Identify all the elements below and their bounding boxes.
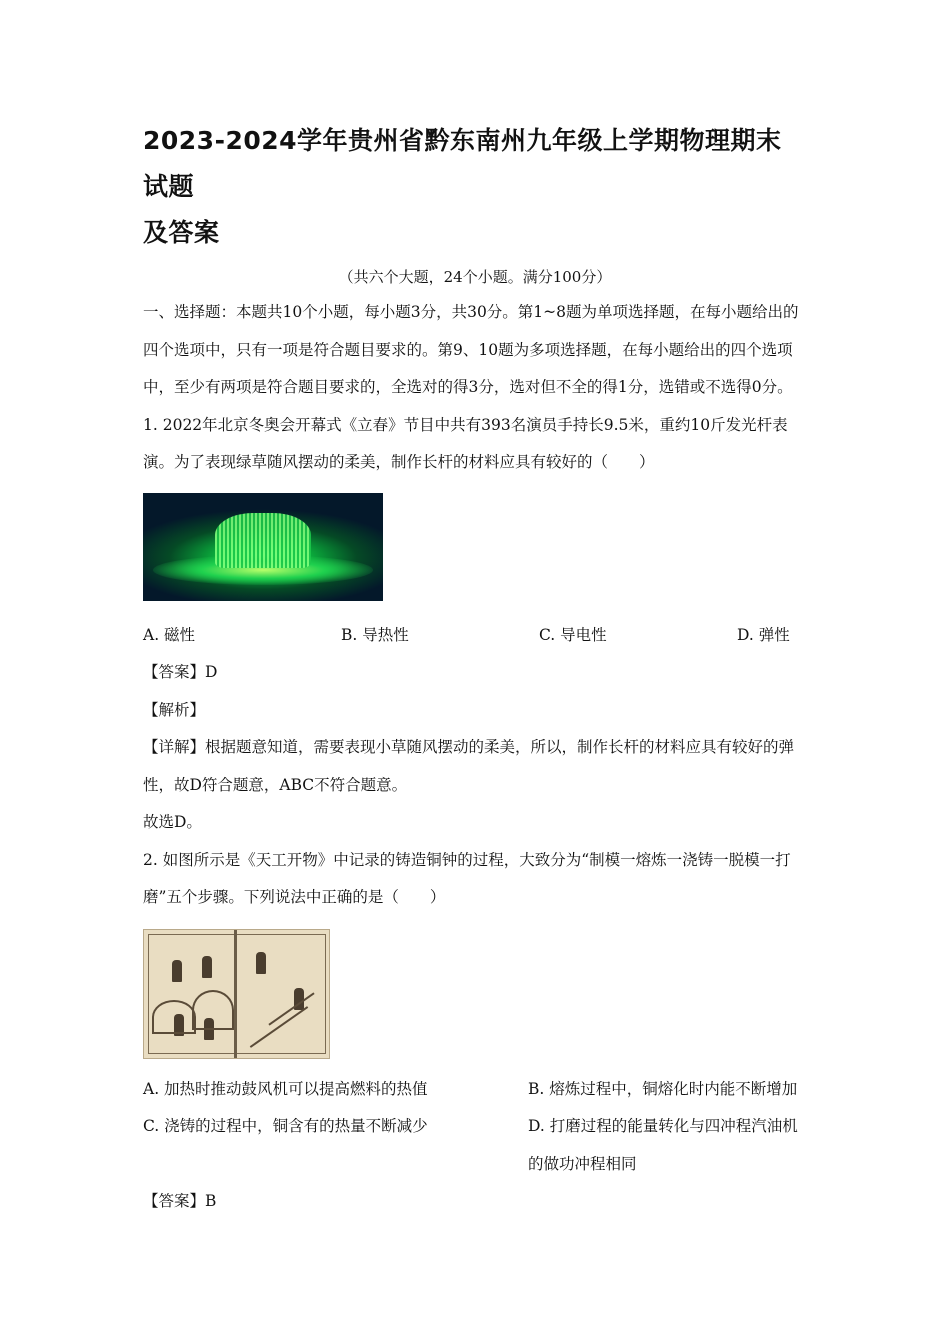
- page-divider: [234, 930, 237, 1058]
- document-title: [143, 118, 807, 256]
- q2-options-row-1: [143, 1071, 807, 1109]
- q2-option-d: D. 打磨过程的能量转化与四冲程汽油机的做功冲程相同: [528, 1117, 798, 1173]
- furnace-shape: [192, 990, 234, 1030]
- q1-detail: 【详解】根据题意知道，需要表现小草随风摆动的柔美，所以，制作长杆的材料应具有较好的弹性，故D符合题意，ABC不符合题意。: [143, 738, 795, 794]
- q1-option-a: A. 磁性: [143, 625, 196, 644]
- q2-answer: 【答案】B: [143, 1192, 217, 1210]
- worker-figure: [256, 952, 266, 974]
- worker-figure: [172, 960, 182, 982]
- q2-option-c: C. 浇铸的过程中，铜含有的热量不断减少: [143, 1117, 428, 1135]
- q1-option-b: B. 导热性: [341, 625, 409, 644]
- title-line-1: 2023-2024学年贵州省黔东南州九年级上学期物理期末试题: [143, 126, 782, 201]
- furnace-shape: [152, 1000, 196, 1034]
- q2-options-row-2: [143, 1108, 807, 1183]
- q2-option-b: B. 熔炼过程中，铜熔化时内能不断增加: [528, 1079, 798, 1098]
- document-page: [143, 118, 807, 1221]
- q1-option-d: D. 弹性: [737, 625, 790, 644]
- question-2-stem: 2. 如图所示是《天工开物》中记录的铸造铜钟的过程，大致分为“制模一熔炼一浇铸一脱模一打磨”五个步骤。下列说法中正确的是（ ）: [143, 850, 791, 906]
- question-2-image: [143, 929, 330, 1059]
- question-1-options: [143, 617, 807, 655]
- q1-option-c: C. 导电性: [539, 625, 607, 644]
- q1-conclusion: 故选D。: [143, 813, 202, 831]
- q1-answer: 【答案】D: [143, 663, 218, 681]
- worker-figure: [202, 956, 212, 978]
- question-1-image: [143, 493, 383, 601]
- q2-option-a: A. 加热时推动鼓风机可以提高燃料的热值: [143, 1079, 428, 1098]
- exam-subtitle: （共六个大题，24个小题。满分100分）: [338, 268, 612, 286]
- title-line-2: 及答案: [143, 218, 220, 247]
- light-poles-shape: [215, 513, 311, 568]
- q1-analysis-label: 【解析】: [143, 700, 206, 719]
- question-1-stem: 1. 2022年北京冬奥会开幕式《立春》节目中共有393名演员手持长9.5米，重约10斤发光杆表演。为了表现绿草随风摆动的柔美，制作长杆的材料应具有较好的（ ）: [143, 415, 788, 471]
- section-1-instructions: 一、选择题：本题共10个小题，每小题3分，共30分。第1~8题为单项选择题，在每小题给出的四个选项中，只有一项是符合题目要求的。第9、10题为多项选择题，在每小题给出的四个选项中，至少有两项是符合题目要求的，全选对的得3分，选对但不全的得1分，选错或不选得0分。: [143, 303, 799, 396]
